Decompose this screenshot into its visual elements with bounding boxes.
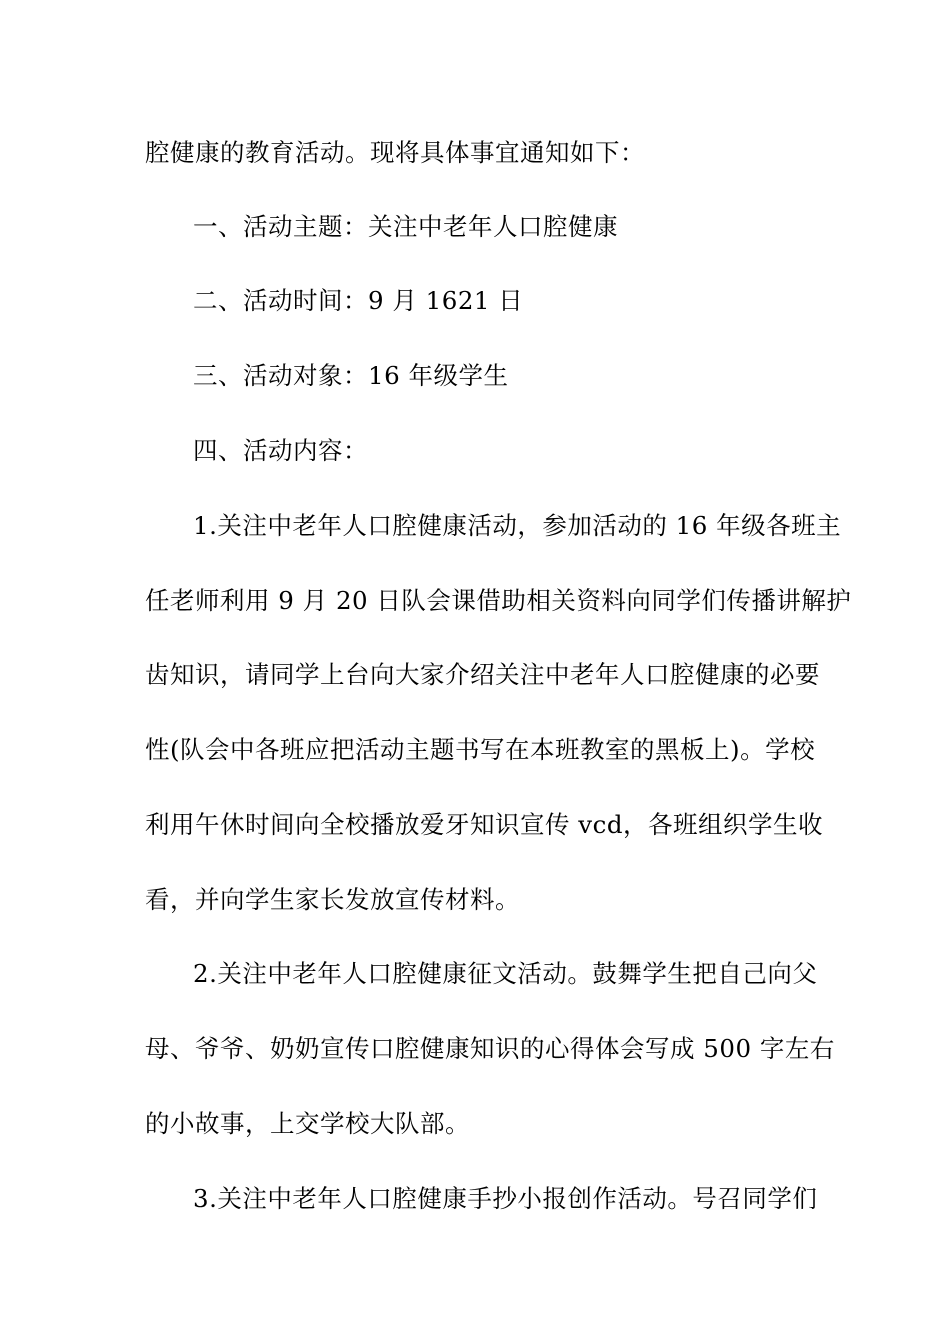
text-line: 齿知识，请同学上台向大家介绍关注中老年人口腔健康的必要 [145, 660, 820, 689]
text-line: 看，并向学生家长发放宣传材料。 [145, 885, 520, 914]
text-line: 性(队会中各班应把活动主题书写在本班教室的黑板上)。学校 [145, 735, 816, 764]
text-line: 3.关注中老年人口腔健康手抄小报创作活动。号召同学们 [193, 1184, 818, 1213]
section-heading-content: 四、活动内容： [193, 436, 368, 465]
section-heading-time: 二、活动时间：9 月 1621 日 [193, 286, 524, 315]
text-line: 母、爷爷、奶奶宣传口腔健康知识的心得体会写成 500 字左右 [145, 1034, 835, 1063]
section-heading-theme: 一、活动主题：关注中老年人口腔健康 [193, 212, 618, 241]
text-line: 2.关注中老年人口腔健康征文活动。鼓舞学生把自己向父 [193, 959, 818, 988]
text-line: 的小故事，上交学校大队部。 [145, 1109, 470, 1138]
section-heading-audience: 三、活动对象：16 年级学生 [193, 361, 509, 390]
text-line: 1.关注中老年人口腔健康活动，参加活动的 16 年级各班主 [193, 511, 842, 540]
text-line: 腔健康的教育活动。现将具体事宜通知如下： [145, 138, 645, 167]
text-line: 任老师利用 9 月 20 日队会课借助相关资料向同学们传播讲解护 [145, 586, 852, 615]
text-line: 利用午休时间向全校播放爱牙知识宣传 vcd，各班组织学生收 [145, 810, 824, 839]
